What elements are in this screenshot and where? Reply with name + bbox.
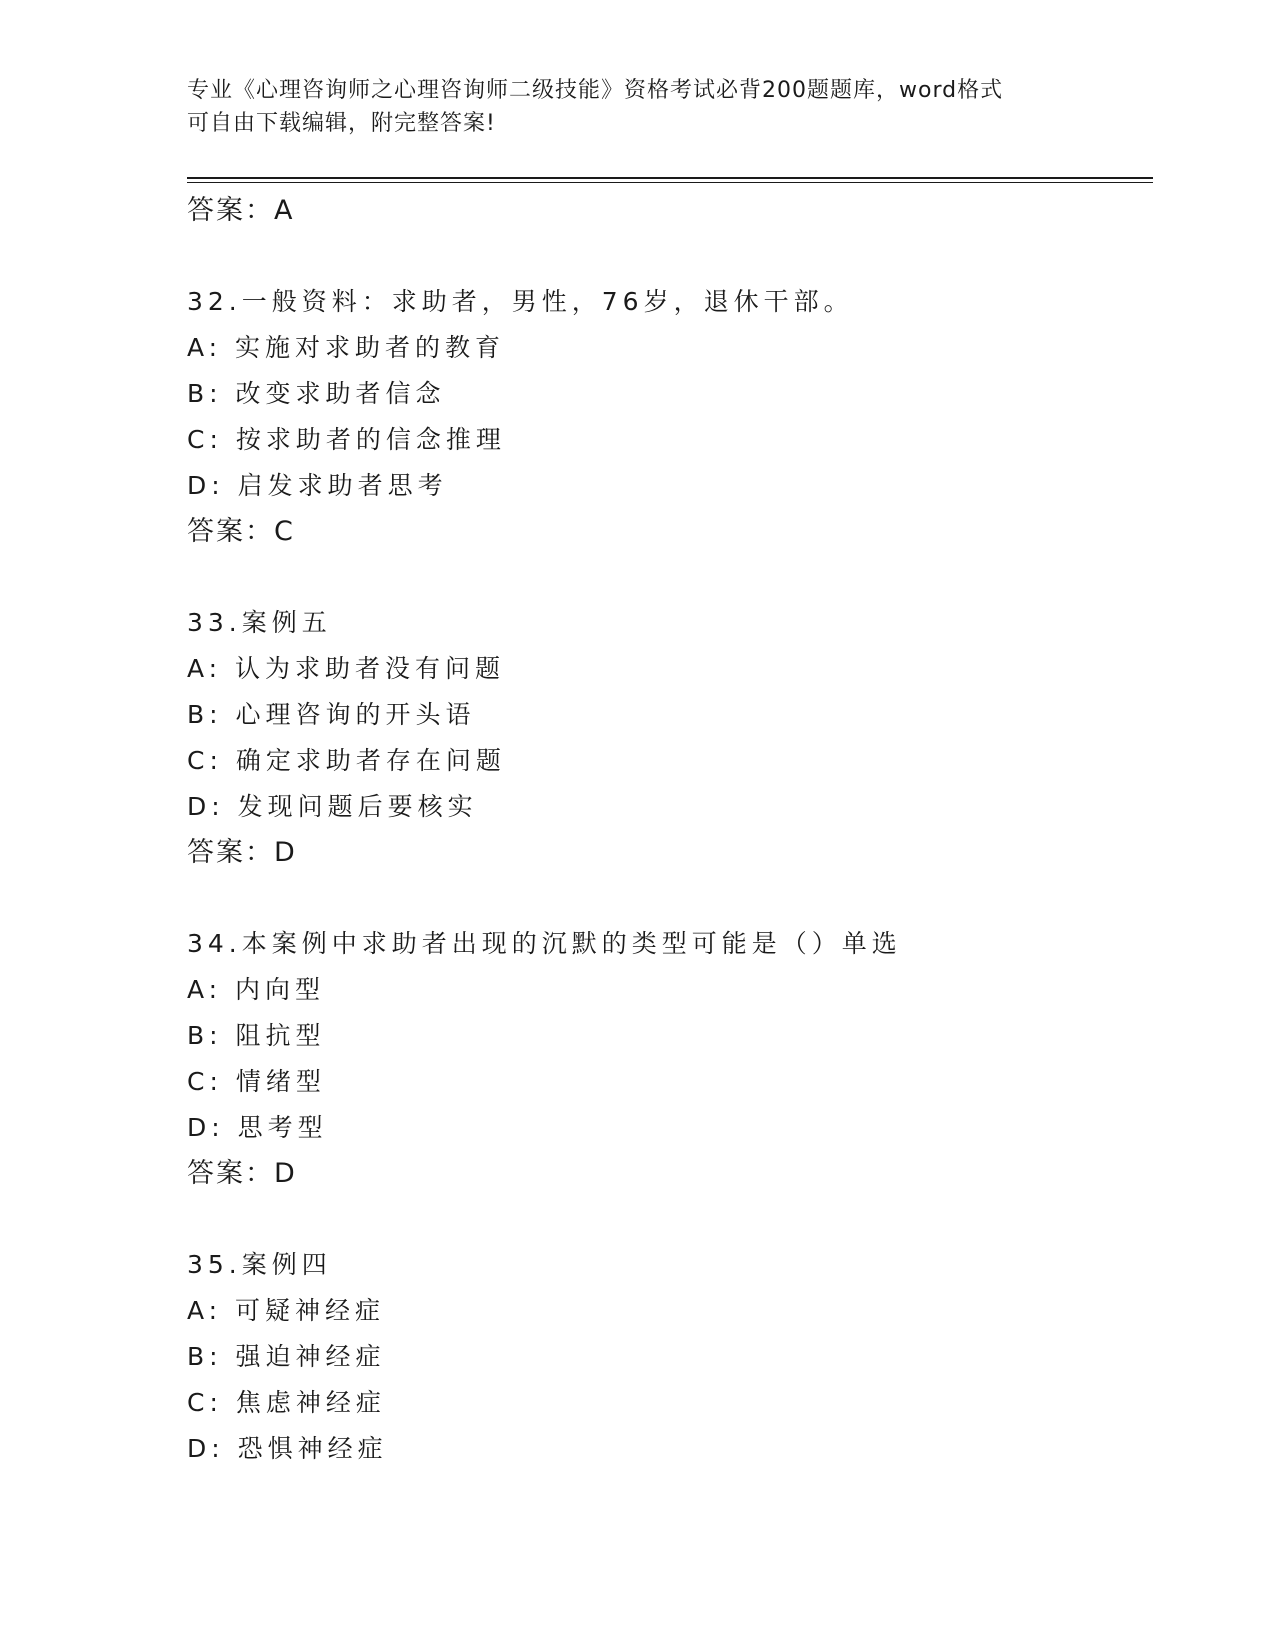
- header-line-1: 专业《心理咨询师之心理咨询师二级技能》资格考试必背200题题库，word格式: [187, 78, 1004, 103]
- question-title: 32.一般资料：求助者，男性，76岁，退休干部。: [187, 287, 854, 316]
- option-c: C: 确定求助者存在问题: [187, 746, 506, 775]
- spacer: [187, 876, 1153, 921]
- option-a: A: 可疑神经症: [187, 1296, 386, 1325]
- option-a: A: 实施对求助者的教育: [187, 333, 506, 362]
- spacer: [187, 1197, 1153, 1242]
- option-b: B: 改变求助者信念: [187, 379, 446, 408]
- spacer: [187, 234, 1153, 279]
- document-header: [187, 74, 1067, 140]
- option-c: C: 按求助者的信念推理: [187, 425, 506, 454]
- option-a: A: 认为求助者没有问题: [187, 654, 506, 683]
- question-list: [187, 188, 1153, 1472]
- option-c: C: 焦虑神经症: [187, 1388, 386, 1417]
- option-d: D: 启发求助者思考: [187, 471, 448, 500]
- previous-answer: 答案：A: [187, 195, 295, 226]
- header-divider-thick: [187, 177, 1153, 179]
- question-32: [187, 279, 1153, 555]
- option-b: B: 阻抗型: [187, 1021, 326, 1050]
- question-title: 35.案例四: [187, 1250, 332, 1279]
- option-b: B: 心理咨询的开头语: [187, 700, 476, 729]
- option-d: D: 恐惧神经症: [187, 1434, 388, 1463]
- question-title: 34.本案例中求助者出现的沉默的类型可能是（）单选: [187, 929, 902, 958]
- question-35: [187, 1242, 1153, 1472]
- header-line-2: 可自由下载编辑，附完整答案!: [187, 111, 496, 136]
- question-answer: 答案：D: [187, 837, 297, 868]
- option-c: C: 情绪型: [187, 1067, 326, 1096]
- option-b: B: 强迫神经症: [187, 1342, 386, 1371]
- header-divider-thin: [187, 182, 1153, 183]
- option-d: D: 发现问题后要核实: [187, 792, 478, 821]
- question-answer: 答案：D: [187, 1158, 297, 1189]
- question-answer: 答案：C: [187, 516, 295, 547]
- question-title: 33.案例五: [187, 608, 332, 637]
- option-a: A: 内向型: [187, 975, 326, 1004]
- spacer: [187, 555, 1153, 600]
- question-33: [187, 600, 1153, 876]
- question-34: [187, 921, 1153, 1197]
- option-d: D: 思考型: [187, 1113, 328, 1142]
